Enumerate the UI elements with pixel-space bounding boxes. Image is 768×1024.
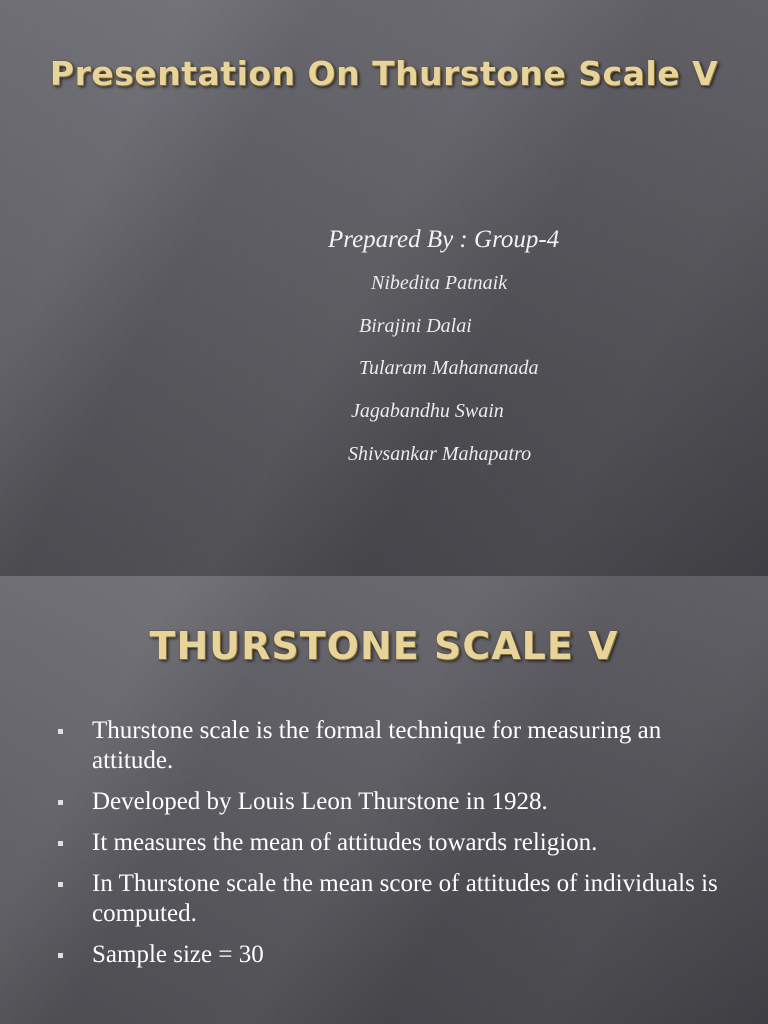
- slide-content: [0, 576, 768, 1024]
- member-name: Jagabandhu Swain: [351, 400, 504, 422]
- list-item: [58, 787, 718, 817]
- bullet-text: Developed by Louis Leon Thurstone in 1928.: [92, 788, 548, 815]
- square-bullet-icon: [58, 800, 63, 805]
- member-name: Tularam Mahananada: [359, 357, 539, 379]
- slide-title-heading: Presentation On Thurstone Scale V: [49, 54, 719, 93]
- bullet-list: [58, 716, 718, 981]
- square-bullet-icon: [58, 953, 63, 958]
- list-item: [58, 869, 718, 929]
- square-bullet-icon: [58, 882, 63, 887]
- list-item: [58, 828, 718, 858]
- list-item: [58, 716, 718, 776]
- member-name: Shivsankar Mahapatro: [348, 443, 532, 465]
- list-item: [58, 940, 718, 970]
- bullet-text: In Thurstone scale the mean score of attitudes of individuals is computed.: [92, 870, 718, 927]
- member-name: Birajini Dalai: [359, 315, 472, 337]
- square-bullet-icon: [58, 729, 63, 734]
- bullet-text: It measures the mean of attitudes towards religion.: [92, 829, 598, 856]
- member-name: Nibedita Patnaik: [371, 272, 508, 294]
- square-bullet-icon: [58, 841, 63, 846]
- bullet-text: Sample size = 30: [92, 941, 264, 968]
- prepared-by-label: Prepared By : Group-4: [328, 226, 560, 253]
- bullet-text: Thurstone scale is the formal technique for measuring an attitude.: [92, 717, 662, 774]
- slide-content-heading: THURSTONE SCALE V: [149, 624, 619, 668]
